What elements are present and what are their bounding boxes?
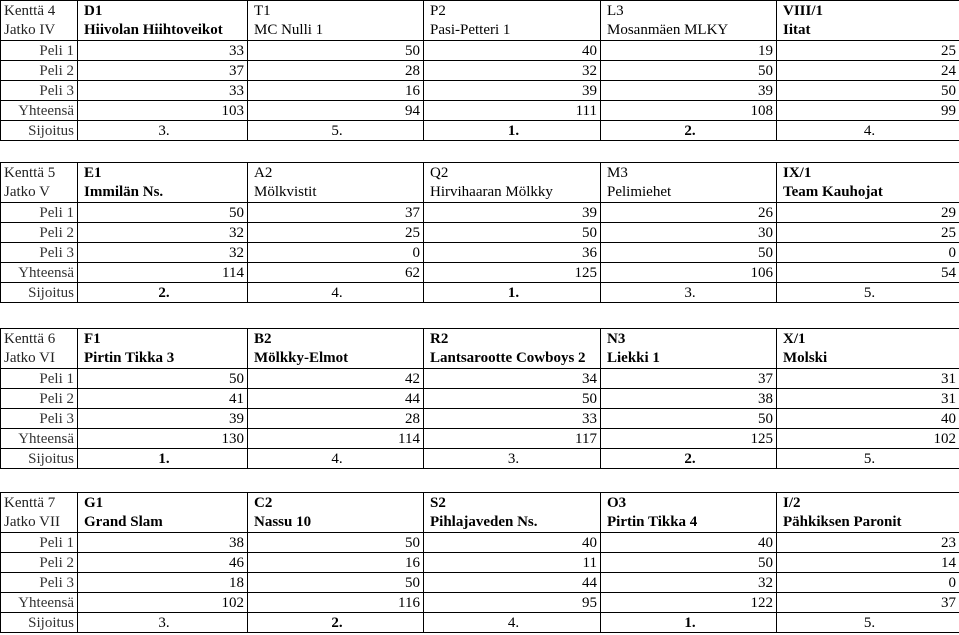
- round-table: [0, 328, 959, 469]
- score-cell: 40: [777, 409, 959, 429]
- game-row: [1, 533, 959, 553]
- team-code: O3: [607, 495, 627, 511]
- score-cell: 32: [78, 223, 248, 243]
- row-label: Peli 1: [1, 533, 78, 553]
- game-row: [1, 61, 959, 81]
- total-cell: 94: [248, 101, 424, 121]
- field-label: Kenttä 7: [4, 495, 56, 511]
- score-cell: 26: [601, 203, 777, 223]
- score-cell: 39: [424, 203, 601, 223]
- game-row: [1, 369, 959, 389]
- score-cell: 32: [601, 573, 777, 593]
- score-cell: 18: [78, 573, 248, 593]
- score-cell: 33: [78, 81, 248, 101]
- team-header: [248, 329, 424, 369]
- team-name: Mosanmäen MLKY: [607, 22, 729, 38]
- total-cell: 111: [424, 101, 601, 121]
- team-name: Liekki 1: [607, 350, 660, 366]
- rank-row: [1, 449, 959, 469]
- team-name: Iitat: [783, 22, 811, 38]
- field-round-cell: [1, 329, 78, 369]
- score-cell: 11: [424, 553, 601, 573]
- rank-cell: 2.: [78, 283, 248, 303]
- score-cell: 40: [601, 533, 777, 553]
- team-header: [78, 1, 248, 41]
- rank-cell: 1.: [424, 121, 601, 141]
- game-row: [1, 243, 959, 263]
- team-name: Hiivolan Hiihtoveikot: [84, 22, 223, 38]
- total-row: [1, 101, 959, 121]
- score-cell: 0: [777, 243, 959, 263]
- score-cell: 32: [78, 243, 248, 263]
- score-cell: 32: [424, 61, 601, 81]
- score-cell: 44: [424, 573, 601, 593]
- row-label: Peli 3: [1, 243, 78, 263]
- team-code: R2: [430, 331, 449, 347]
- score-cell: 28: [248, 409, 424, 429]
- round-label: Jatko V: [4, 184, 50, 200]
- total-row: [1, 429, 959, 449]
- score-cell: 29: [777, 203, 959, 223]
- team-header: [601, 163, 777, 203]
- score-cell: 25: [248, 223, 424, 243]
- rank-cell: 5.: [777, 449, 959, 469]
- row-label: Peli 1: [1, 203, 78, 223]
- score-cell: 38: [601, 389, 777, 409]
- team-header: [777, 163, 959, 203]
- team-header: [601, 329, 777, 369]
- rank-cell: 5.: [777, 613, 959, 633]
- team-code: X/1: [783, 331, 806, 347]
- team-name: Pihlajaveden Ns.: [430, 514, 538, 530]
- team-code: T1: [254, 3, 271, 19]
- team-header: [78, 493, 248, 533]
- total-cell: 37: [777, 593, 959, 613]
- rank-cell: 5.: [248, 121, 424, 141]
- row-label: Yhteensä: [1, 429, 78, 449]
- team-code: E1: [84, 165, 102, 181]
- row-label: Yhteensä: [1, 101, 78, 121]
- total-cell: 106: [601, 263, 777, 283]
- row-label: Peli 2: [1, 389, 78, 409]
- score-cell: 50: [248, 573, 424, 593]
- total-cell: 102: [78, 593, 248, 613]
- score-cell: 24: [777, 61, 959, 81]
- total-cell: 95: [424, 593, 601, 613]
- team-name: MC Nulli 1: [254, 22, 324, 38]
- row-label: Peli 3: [1, 573, 78, 593]
- row-label: Peli 3: [1, 409, 78, 429]
- rank-row: [1, 121, 959, 141]
- team-header: [424, 1, 601, 41]
- score-cell: 33: [424, 409, 601, 429]
- team-code: C2: [254, 495, 273, 511]
- round-label: Jatko VII: [4, 514, 60, 530]
- score-cell: 23: [777, 533, 959, 553]
- team-header: [248, 1, 424, 41]
- game-row: [1, 573, 959, 593]
- score-cell: 50: [424, 389, 601, 409]
- rank-cell: 4.: [248, 449, 424, 469]
- score-cell: 40: [424, 533, 601, 553]
- score-cell: 50: [424, 223, 601, 243]
- score-cell: 19: [601, 41, 777, 61]
- team-name: Team Kauhojat: [783, 184, 883, 200]
- score-cell: 50: [248, 41, 424, 61]
- score-cell: 0: [777, 573, 959, 593]
- team-name: Mölkky-Elmot: [254, 350, 349, 366]
- team-name: Molski: [783, 350, 828, 366]
- rank-cell: 3.: [78, 613, 248, 633]
- team-name: Pirtin Tikka 4: [607, 514, 698, 530]
- team-code: M3: [607, 165, 628, 181]
- field-label: Kenttä 6: [4, 331, 56, 347]
- score-cell: 50: [601, 409, 777, 429]
- team-header: [601, 1, 777, 41]
- score-cell: 0: [248, 243, 424, 263]
- score-cell: 33: [78, 41, 248, 61]
- score-cell: 46: [78, 553, 248, 573]
- rank-row: [1, 283, 959, 303]
- game-row: [1, 41, 959, 61]
- row-label: Sijoitus: [1, 283, 78, 303]
- team-code: A2: [254, 165, 273, 181]
- team-code: B2: [254, 331, 272, 347]
- total-cell: 116: [248, 593, 424, 613]
- score-cell: 39: [601, 81, 777, 101]
- team-code: VIII/1: [783, 3, 824, 19]
- score-cell: 50: [78, 369, 248, 389]
- row-label: Sijoitus: [1, 613, 78, 633]
- score-cell: 25: [777, 223, 959, 243]
- team-code: Q2: [430, 165, 449, 181]
- team-code: D1: [84, 3, 103, 19]
- game-row: [1, 81, 959, 101]
- team-code: N3: [607, 331, 626, 347]
- score-cell: 37: [248, 203, 424, 223]
- team-header: [777, 493, 959, 533]
- game-row: [1, 409, 959, 429]
- row-label: Peli 1: [1, 41, 78, 61]
- field-label: Kenttä 5: [4, 165, 56, 181]
- round-label: Jatko IV: [4, 22, 56, 38]
- team-name: Grand Slam: [84, 514, 163, 530]
- score-cell: 30: [601, 223, 777, 243]
- rank-cell: 5.: [777, 283, 959, 303]
- score-cell: 41: [78, 389, 248, 409]
- game-row: [1, 553, 959, 573]
- rank-row: [1, 613, 959, 633]
- team-header: [424, 329, 601, 369]
- rank-cell: 4.: [777, 121, 959, 141]
- team-header: [78, 163, 248, 203]
- round-table: [0, 162, 959, 303]
- team-code: S2: [430, 495, 446, 511]
- score-cell: 50: [601, 61, 777, 81]
- score-cell: 40: [424, 41, 601, 61]
- row-label: Sijoitus: [1, 449, 78, 469]
- total-cell: 102: [777, 429, 959, 449]
- game-row: [1, 223, 959, 243]
- team-header: [78, 329, 248, 369]
- score-cell: 42: [248, 369, 424, 389]
- total-cell: 54: [777, 263, 959, 283]
- team-header: [777, 329, 959, 369]
- score-cell: 31: [777, 389, 959, 409]
- total-cell: 108: [601, 101, 777, 121]
- team-header: [601, 493, 777, 533]
- total-cell: 122: [601, 593, 777, 613]
- total-cell: 125: [424, 263, 601, 283]
- field-label: Kenttä 4: [4, 3, 56, 19]
- score-cell: 44: [248, 389, 424, 409]
- score-cell: 16: [248, 553, 424, 573]
- team-name: Hirvihaaran Mölkky: [430, 184, 553, 200]
- team-name: Mölkvistit: [254, 184, 317, 200]
- row-label: Peli 2: [1, 223, 78, 243]
- total-cell: 103: [78, 101, 248, 121]
- total-cell: 117: [424, 429, 601, 449]
- total-row: [1, 263, 959, 283]
- rank-cell: 3.: [424, 449, 601, 469]
- score-cell: 31: [777, 369, 959, 389]
- score-cell: 50: [248, 533, 424, 553]
- total-cell: 130: [78, 429, 248, 449]
- total-row: [1, 593, 959, 613]
- team-name: Pasi-Petteri 1: [430, 22, 511, 38]
- team-name: Lantsarootte Cowboys 2: [430, 350, 586, 366]
- team-name: Pähkiksen Paronit: [783, 514, 902, 530]
- team-header: [248, 493, 424, 533]
- rank-cell: 3.: [601, 283, 777, 303]
- score-cell: 50: [777, 81, 959, 101]
- score-cell: 37: [601, 369, 777, 389]
- team-code: G1: [84, 495, 104, 511]
- score-cell: 38: [78, 533, 248, 553]
- row-label: Yhteensä: [1, 593, 78, 613]
- team-code: IX/1: [783, 165, 812, 181]
- team-code: L3: [607, 3, 624, 19]
- score-cell: 50: [601, 553, 777, 573]
- row-label: Peli 2: [1, 61, 78, 81]
- row-label: Yhteensä: [1, 263, 78, 283]
- rank-cell: 1.: [601, 613, 777, 633]
- rank-cell: 4.: [248, 283, 424, 303]
- total-cell: 62: [248, 263, 424, 283]
- score-cell: 16: [248, 81, 424, 101]
- score-cell: 36: [424, 243, 601, 263]
- total-cell: 114: [248, 429, 424, 449]
- round-table: [0, 492, 959, 633]
- team-header: [424, 493, 601, 533]
- round-label: Jatko VI: [4, 350, 55, 366]
- game-row: [1, 389, 959, 409]
- score-cell: 39: [78, 409, 248, 429]
- team-name: Pelimiehet: [607, 184, 672, 200]
- team-name: Pirtin Tikka 3: [84, 350, 175, 366]
- score-cell: 50: [78, 203, 248, 223]
- score-cell: 28: [248, 61, 424, 81]
- team-header: [248, 163, 424, 203]
- score-cell: 34: [424, 369, 601, 389]
- rank-cell: 1.: [78, 449, 248, 469]
- round-table: [0, 0, 959, 141]
- total-cell: 125: [601, 429, 777, 449]
- row-label: Peli 1: [1, 369, 78, 389]
- field-round-cell: [1, 1, 78, 41]
- rank-cell: 2.: [601, 121, 777, 141]
- game-row: [1, 203, 959, 223]
- team-name: Nassu 10: [254, 514, 312, 530]
- score-cell: 39: [424, 81, 601, 101]
- score-cell: 25: [777, 41, 959, 61]
- score-cell: 50: [601, 243, 777, 263]
- rank-cell: 2.: [601, 449, 777, 469]
- total-cell: 99: [777, 101, 959, 121]
- field-round-cell: [1, 493, 78, 533]
- team-header: [777, 1, 959, 41]
- score-cell: 14: [777, 553, 959, 573]
- rank-cell: 3.: [78, 121, 248, 141]
- row-label: Sijoitus: [1, 121, 78, 141]
- total-cell: 114: [78, 263, 248, 283]
- team-code: F1: [84, 331, 101, 347]
- score-cell: 37: [78, 61, 248, 81]
- rank-cell: 1.: [424, 283, 601, 303]
- row-label: Peli 3: [1, 81, 78, 101]
- field-round-cell: [1, 163, 78, 203]
- rank-cell: 2.: [248, 613, 424, 633]
- rank-cell: 4.: [424, 613, 601, 633]
- team-code: I/2: [783, 495, 801, 511]
- team-header: [424, 163, 601, 203]
- team-name: Immilän Ns.: [84, 184, 164, 200]
- team-code: P2: [430, 3, 446, 19]
- row-label: Peli 2: [1, 553, 78, 573]
